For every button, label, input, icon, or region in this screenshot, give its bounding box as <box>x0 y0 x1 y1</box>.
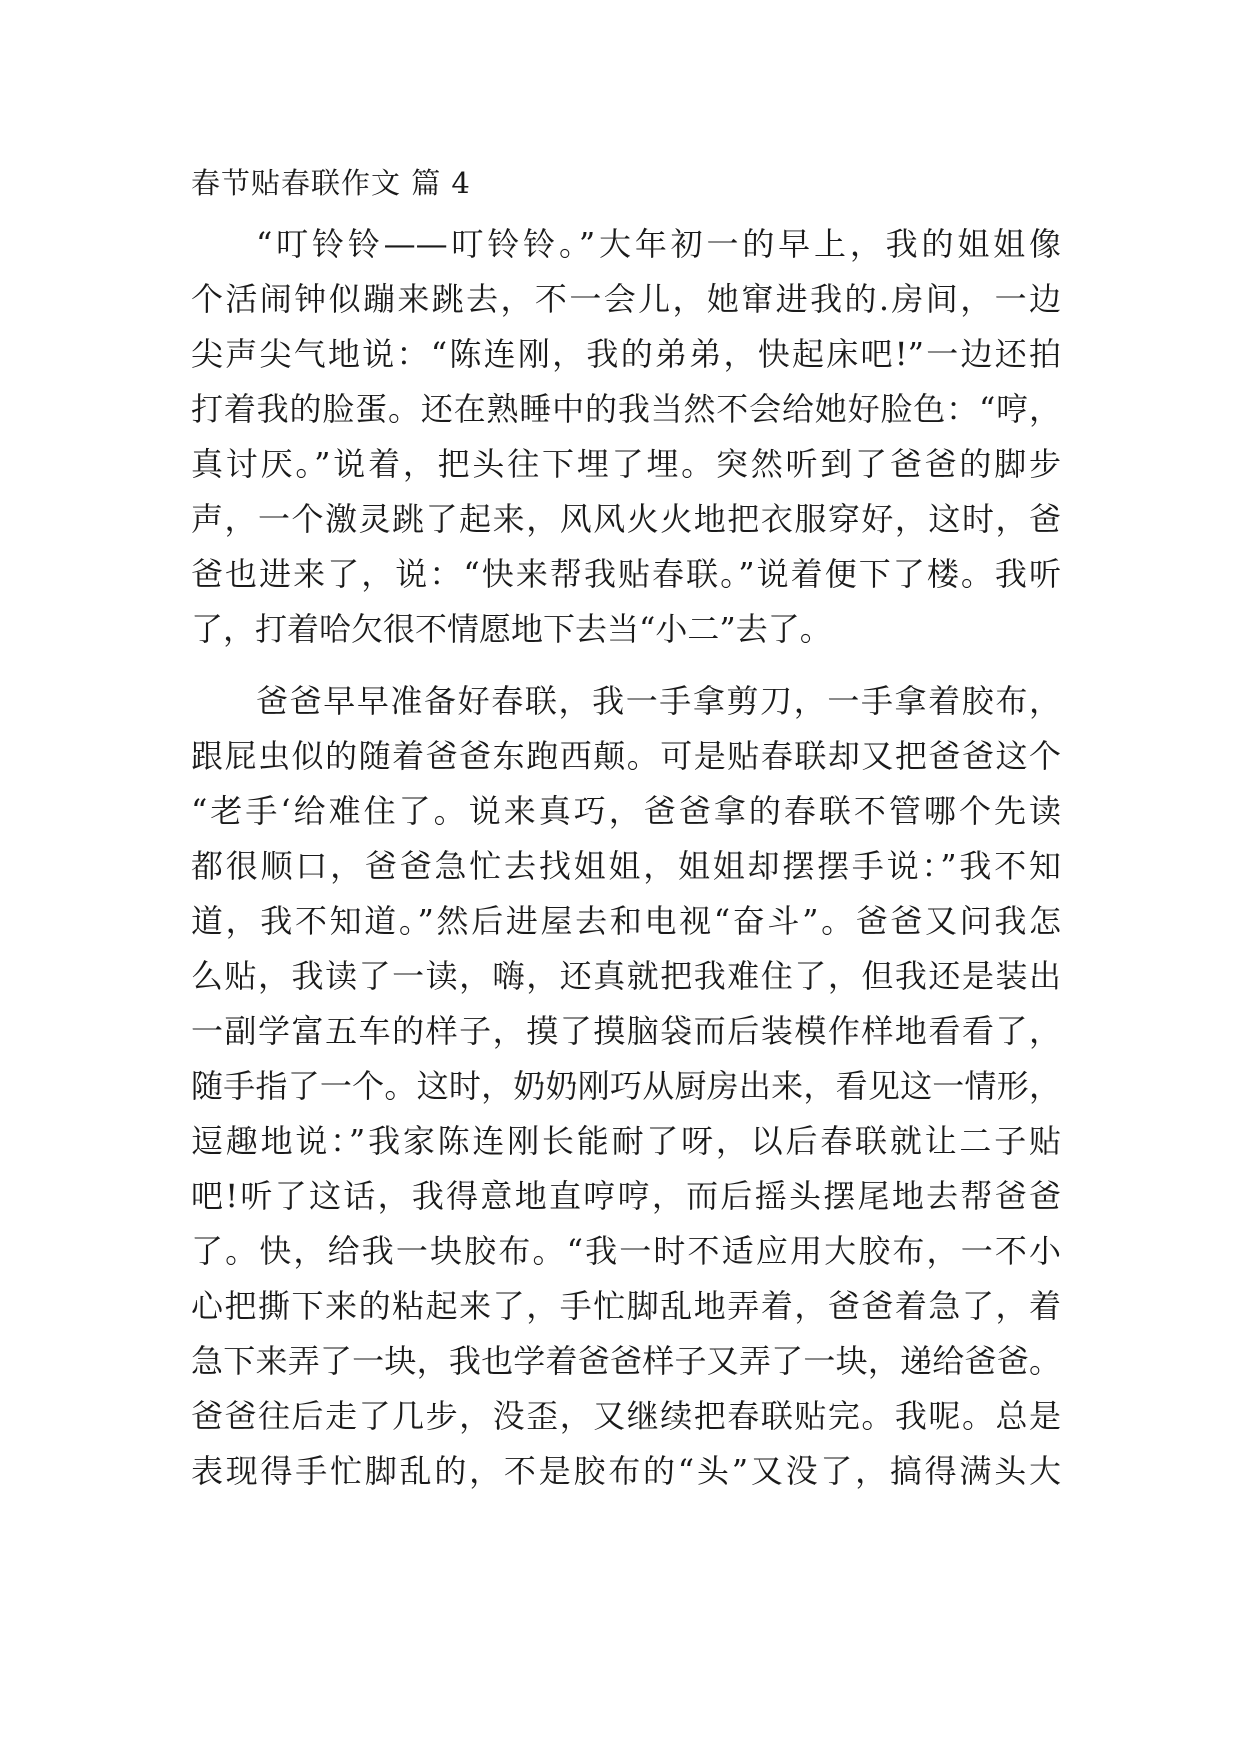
paragraph-line: 爸爸往后走了几步，没歪，又继续把春联贴完。我呢。总是 <box>191 1397 1061 1435</box>
paragraph-line: 吧!听了这话，我得意地直哼哼，而后摇头摆尾地去帮爸爸 <box>191 1177 1061 1215</box>
paragraph-line: 表现得手忙脚乱的，不是胶布的“头”又没了，搞得满头大 <box>191 1452 1061 1490</box>
paragraph-line: 跟屁虫似的随着爸爸东跑西颠。可是贴春联却又把爸爸这个 <box>191 737 1061 775</box>
paragraph-line: 尖声尖气地说：“陈连刚，我的弟弟，快起床吧!”一边还拍 <box>191 335 1061 373</box>
paragraph-line: 爸爸早早准备好春联，我一手拿剪刀，一手拿着胶布， <box>256 682 1061 720</box>
paragraph-line: 随手指了一个。这时，奶奶刚巧从厨房出来，看见这一情形， <box>191 1067 1061 1105</box>
paragraph-line: 心把撕下来的粘起来了，手忙脚乱地弄着，爸爸着急了，着 <box>191 1287 1061 1325</box>
paragraph-line: 爸也进来了，说：“快来帮我贴春联。”说着便下了楼。我听 <box>191 555 1061 593</box>
document-title: 春节贴春联作文 篇 4 <box>191 166 471 200</box>
paragraph-line: 真讨厌。”说着，把头往下埋了埋。突然听到了爸爸的脚步 <box>191 445 1061 483</box>
paragraph-line: 个活闹钟似蹦来跳去，不一会儿，她窜进我的.房间，一边 <box>191 280 1061 318</box>
paragraph-line: 打着我的脸蛋。还在熟睡中的我当然不会给她好脸色：“哼， <box>191 390 1061 428</box>
paragraph-line: 急下来弄了一块，我也学着爸爸样子又弄了一块，递给爸爸。 <box>191 1342 1061 1380</box>
paragraph-line: 都很顺口，爸爸急忙去找姐姐，姐姐却摆摆手说：”我不知 <box>191 847 1061 885</box>
paragraph-line: 了，打着哈欠很不情愿地下去当“小二”去了。 <box>191 610 832 648</box>
paragraph-line: 逗趣地说：”我家陈连刚长能耐了呀，以后春联就让二子贴 <box>191 1122 1061 1160</box>
paragraph-line: 一副学富五车的样子，摸了摸脑袋而后装模作样地看看了， <box>191 1012 1061 1050</box>
paragraph-line: “叮铃铃——叮铃铃。”大年初一的早上，我的姐姐像 <box>256 225 1061 263</box>
paragraph-line: “老手‘给难住了。说来真巧，爸爸拿的春联不管哪个先读 <box>191 792 1061 830</box>
paragraph-line: 道，我不知道。”然后进屋去和电视“奋斗”。爸爸又问我怎 <box>191 902 1061 940</box>
paragraph-line: 声，一个激灵跳了起来，风风火火地把衣服穿好，这时，爸 <box>191 500 1061 538</box>
paragraph-line: 么贴，我读了一读，嗨，还真就把我难住了，但我还是装出 <box>191 957 1061 995</box>
paragraph-line: 了。快，给我一块胶布。“我一时不适应用大胶布，一不小 <box>191 1232 1061 1270</box>
